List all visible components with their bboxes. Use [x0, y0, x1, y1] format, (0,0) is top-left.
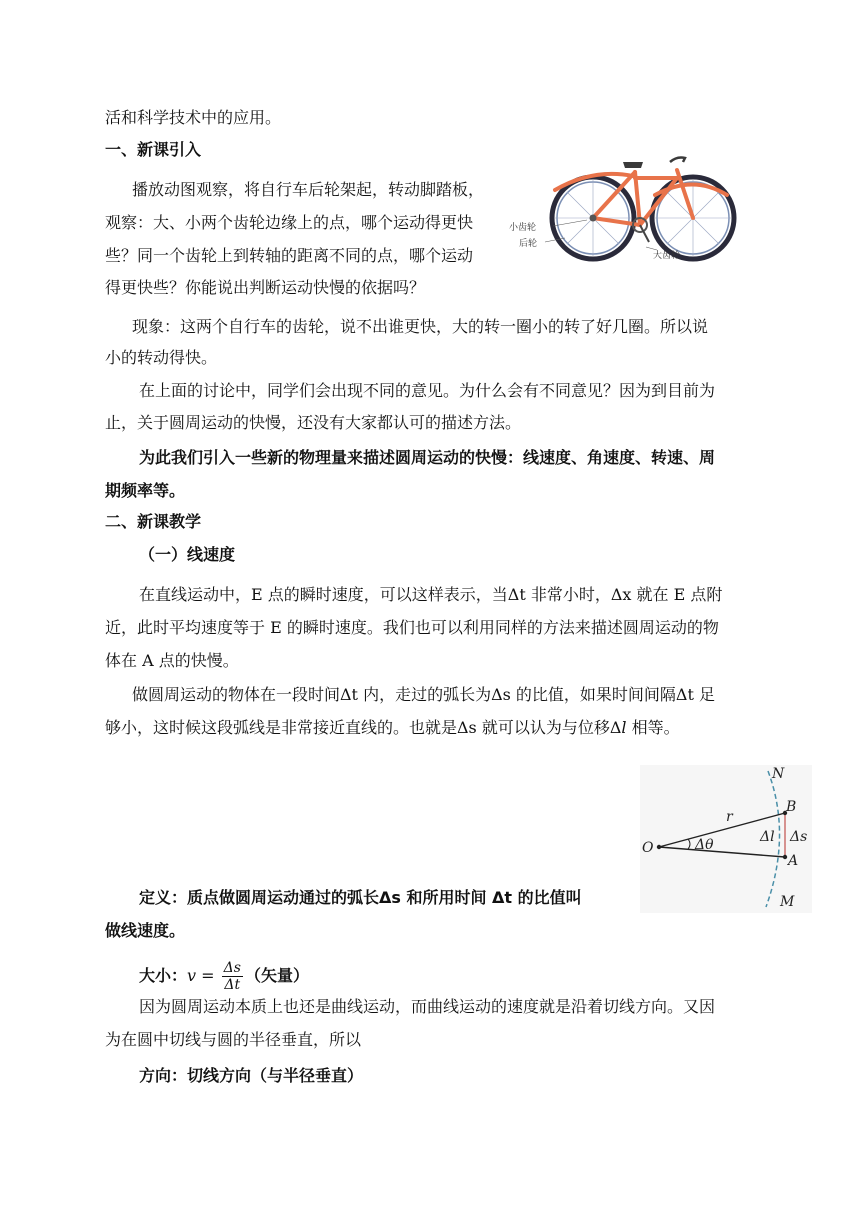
bold-text-line: 为此我们引入一些新的物理量来描述圆周运动的快慢：线速度、角速度、转速、周 — [139, 448, 716, 467]
section-heading: 一、新课引入 — [105, 140, 202, 159]
text-segment: l — [621, 718, 627, 737]
formula-denominator: Δt — [224, 977, 241, 993]
subsection-heading: （一）线速度 — [139, 545, 236, 564]
text-line: 因为圆周运动本质上也还是曲线运动，而曲线运动的速度就是沿着切线方向。又因 — [139, 997, 716, 1016]
definition-line: 做线速度。 — [105, 921, 186, 940]
text-line: 些？同一个齿轮上到转轴的距离不同的点，哪个运动 — [105, 246, 474, 265]
text-line: 播放动图观察，将自行车后轮架起，转动脚踏板， — [132, 180, 485, 199]
text-line: 近，此时平均速度等于 E 的瞬时速度。我们也可以利用同样的方法来描述圆周运动的物 — [105, 618, 719, 637]
label-r: r — [726, 809, 733, 825]
text-line: 观察：大、小两个齿轮边缘上的点，哪个运动得更快 — [105, 213, 474, 232]
small-gear — [590, 215, 597, 222]
text-line: 止，关于圆周运动的快慢，还没有大家都认可的描述方法。 — [105, 413, 522, 432]
circular-motion-figure — [640, 765, 812, 913]
label-a: A — [788, 853, 799, 869]
text-line: 为在圆中切线与圆的半径垂直，所以 — [105, 1030, 362, 1049]
magnitude-line — [139, 960, 309, 993]
label-dl: Δl — [760, 829, 775, 845]
bold-text-line: 期频率等。 — [105, 481, 186, 500]
point-a — [783, 855, 787, 859]
formula-eq: = — [196, 966, 220, 985]
formula-fraction — [222, 960, 243, 993]
formula-v: v — [187, 966, 197, 985]
text-segment: 相等。 — [626, 718, 680, 737]
vector-note: （矢量） — [244, 966, 309, 985]
definition-line: 定义：质点做圆周运动通过的弧长Δs 和所用时间 Δt 的比值叫 — [139, 888, 582, 907]
text-line: 小的转动得快。 — [105, 348, 218, 367]
text-line: 在直线运动中，E 点的瞬时速度，可以这样表示，当Δt 非常小时，Δx 就在 E 点附 — [139, 585, 723, 604]
direction-line: 方向：切线方向（与半径垂直） — [139, 1066, 364, 1085]
label-small-gear: 小齿轮 — [509, 223, 537, 233]
bicycle-figure — [509, 150, 740, 265]
label-m: M — [780, 894, 795, 910]
text-line — [105, 718, 680, 738]
label-big-gear: 大齿轮 — [653, 251, 681, 261]
label-dtheta: Δθ — [695, 837, 714, 853]
label-b: B — [786, 799, 797, 815]
label-o: O — [642, 840, 654, 856]
text-line: 得更快些？你能说出判断运动快慢的依据吗？ — [105, 278, 426, 297]
formula-numerator: Δs — [223, 960, 241, 976]
text-segment: 够小，这时候这段弧线是非常接近直线的。也就是Δs 就可以认为与位移Δ — [105, 718, 622, 737]
label-ds: Δs — [790, 829, 808, 845]
text-line: 体在 A 点的快慢。 — [105, 651, 239, 670]
label-rear-wheel: 后轮 — [519, 239, 538, 249]
text-line: 现象：这两个自行车的齿轮，说不出谁更快，大的转一圈小的转了好几圈。所以说 — [132, 317, 709, 336]
text-line: 做圆周运动的物体在一段时间Δt 内，走过的弧长为Δs 的比值，如果时间间隔Δt 足 — [132, 685, 715, 704]
section-heading: 二、新课教学 — [105, 512, 202, 531]
point-o — [657, 845, 661, 849]
text-line: 在上面的讨论中，同学们会出现不同的意见。为什么会有不同意见？因为到目前为 — [139, 381, 716, 400]
text-line: 活和科学技术中的应用。 — [105, 108, 282, 127]
label-n: N — [772, 766, 785, 782]
magnitude-label: 大小： — [139, 966, 188, 985]
